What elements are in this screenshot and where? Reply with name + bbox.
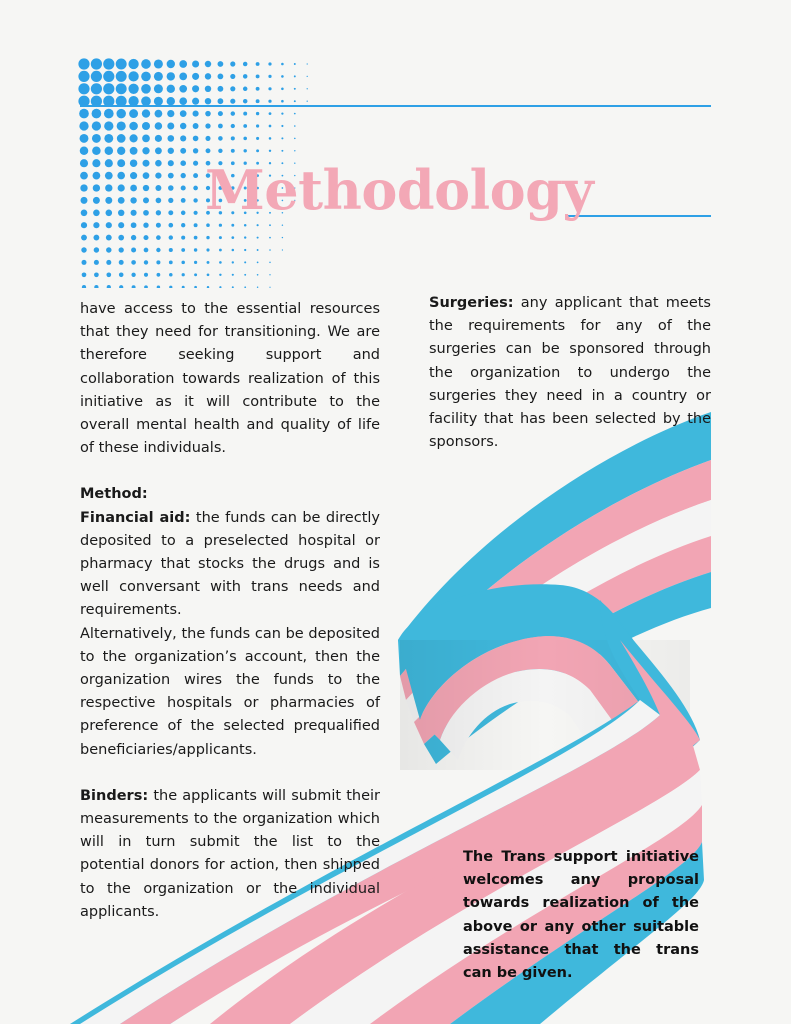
closing-statement: The Trans support initiative welcomes any proposal towards realization of the above or any other suitable assistance that the trans can be given. [463,849,699,982]
surgeries-paragraph [429,292,711,454]
surgeries-label: Surgeries: [429,295,514,311]
binders-label: Binders: [80,787,149,804]
surgeries-text: any applicant that meets the requirements for any of the surgeries can be sponsored through the organization to undergo the surgeries they need in a country or facility that has been selected by the sponsors. [429,295,711,451]
left-column [80,298,380,924]
page-title: Methodology [205,158,594,222]
binders-paragraph [80,785,380,924]
financial-aid-text: the funds can be directly deposited to a preselected hospital or pharmacy that stocks the drugs and is well conversant with trans needs and requirements. [80,509,380,619]
intro-paragraph: have access to the essential resources that they need for transitioning. We are therefore seeking support and collaboration towards realization of this initiative as it will contribute to the overall mental health and quality of life of these individuals. [80,301,380,457]
right-column [429,292,711,454]
financial-aid-label: Financial aid: [80,509,191,526]
alternative-paragraph: Alternatively, the funds can be deposited to the organization’s account, then the organization wires the funds to the respective hospitals or pharmacies of preference of the selected prequalified beneficiaries/applicants. [80,625,380,758]
binders-text: the applicants will submit their measurements to the organization which will in turn submit the list to the potential donors for action, then shipped to the organization or the individual applicants. [80,787,380,920]
method-heading: Method: [80,486,148,503]
financial-aid-paragraph [80,507,380,623]
